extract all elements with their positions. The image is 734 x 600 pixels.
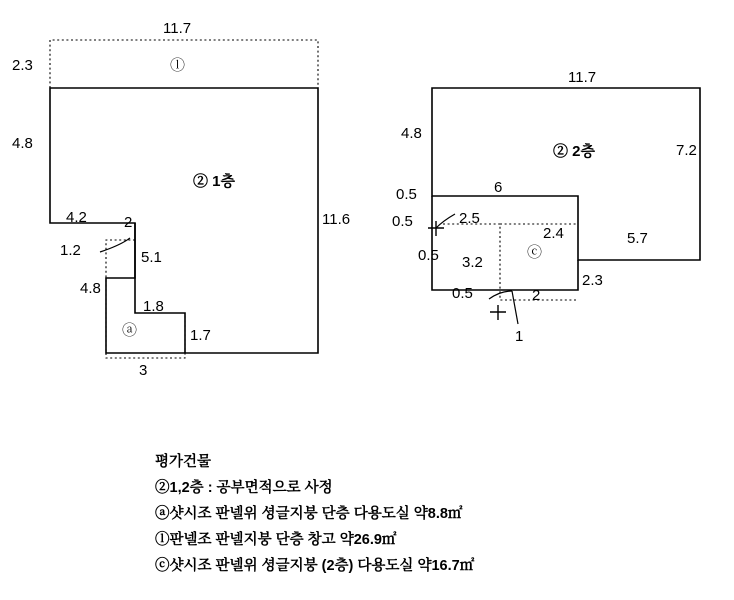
left-dim-4-2: 4.2: [66, 209, 87, 226]
right-dim-bottom-right: 5.7: [627, 230, 648, 247]
right-marker-room: ⓒ: [527, 244, 543, 261]
right-marker-floor2: ② 2층: [553, 143, 595, 160]
left-marker-floor1: ② 1층: [193, 173, 235, 190]
right-dim-2-5: 2.5: [459, 210, 480, 227]
right-dim-2-4: 2.4: [543, 225, 564, 242]
left-dim-2: 2: [124, 214, 133, 231]
right-dim-0-5-c: 0.5: [418, 247, 439, 264]
right-dim-left: 4.8: [401, 125, 422, 142]
left-dim-1-2: 1.2: [60, 242, 81, 259]
right-dim-3-2: 3.2: [462, 254, 483, 271]
left-dim-right: 11.6: [322, 211, 351, 228]
left-plan-inner-step: [135, 223, 185, 353]
right-dim-6: 6: [494, 179, 503, 196]
left-dim-left-top: 2.3: [12, 57, 33, 74]
right-dim-0-5-b: 0.5: [392, 213, 413, 230]
right-dim-1: 1: [515, 328, 524, 345]
legend-heading: 평가건물: [155, 454, 212, 470]
right-tick-lower: [490, 305, 506, 320]
legend-line-2: ⓛ판넬조 판넬지붕 단층 창고 약26.9㎡: [155, 532, 397, 548]
right-plan-lower-block: [432, 196, 578, 290]
right-dim-0-5-d: 0.5: [452, 285, 473, 302]
left-dim-top: 11.7: [163, 20, 192, 37]
left-dim-5-1: 5.1: [141, 249, 162, 266]
left-marker-storage: ⓛ: [170, 57, 186, 74]
left-marker-utility: ⓐ: [122, 322, 138, 339]
right-dim-0-5-a: 0.5: [396, 186, 417, 203]
right-leader-lower-2: [512, 291, 518, 324]
right-dim-right: 7.2: [676, 142, 697, 159]
left-dim-4-8-lower: 4.8: [80, 280, 101, 297]
right-dim-2: 2: [532, 287, 541, 304]
left-plan-utility-dotted-2: [106, 313, 185, 358]
legend-line-1: ⓐ샷시조 판넬위 셩글지붕 단층 다용도실 약8.8㎡: [155, 506, 463, 522]
legend-line-3: ⓒ샷시조 판넬위 셩글지붕 (2층) 다용도실 약16.7㎡: [155, 558, 475, 574]
right-dim-top: 11.7: [568, 69, 597, 86]
left-dim-1-8: 1.8: [143, 298, 164, 315]
right-plan-outline: [432, 88, 700, 260]
legend-line-0: ②1,2층 : 공부면적으로 사정: [155, 480, 333, 496]
left-dim-left-mid: 4.8: [12, 135, 33, 152]
right-dim-2-3: 2.3: [582, 272, 603, 289]
left-dim-1-7: 1.7: [190, 327, 211, 344]
left-dim-3: 3: [139, 362, 148, 379]
right-leader-upper: [436, 214, 455, 228]
